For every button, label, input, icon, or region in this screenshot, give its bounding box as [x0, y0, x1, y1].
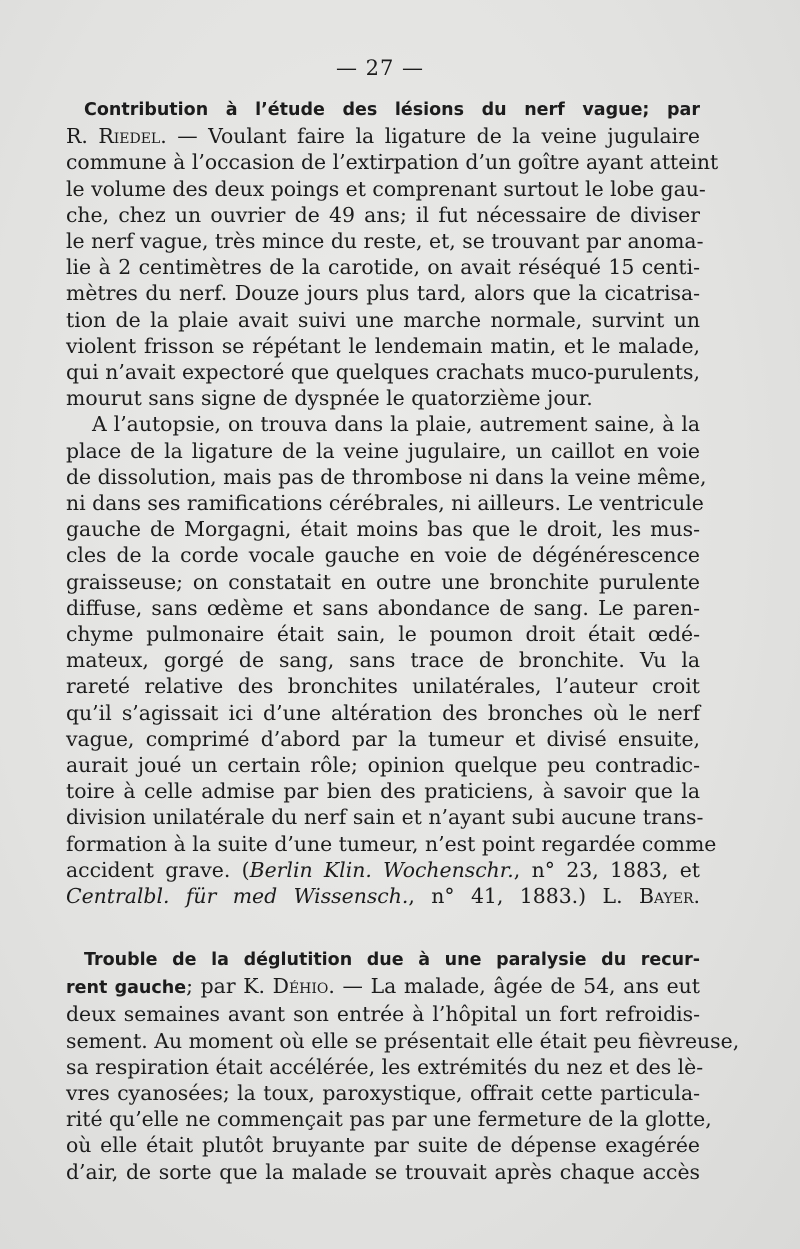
text-line: rité qu’elle ne commençait pas par une fermeture de la glotte, — [66, 1107, 712, 1132]
reference-text: accident grave. ( — [66, 857, 250, 882]
text-line: lie à 2 centimètres de la carotide, on avait réséqué 15 centi- — [66, 255, 700, 280]
text-line: vague, comprimé d’abord par la tumeur et divisé ensuite, — [66, 726, 700, 751]
text-line: commune à l’occasion de l’extirpation d’un goître ayant atteint — [66, 150, 719, 175]
journal-title: Berlin Klin. Wochenschr. — [249, 857, 514, 882]
text-line: toire à celle admise par bien des praticiens, à savoir que la — [66, 779, 700, 804]
text-line: aurait joué un certain rôle; opinion quelque peu contradic- — [66, 753, 700, 778]
text-line: mateux, gorgé de sang, sans trace de bronchite. Vu la — [66, 648, 700, 673]
paragraph-1 — [66, 149, 719, 411]
text-line: vres cyanosées; la toux, paroxystique, offrait cette particula- — [66, 1081, 700, 1106]
text-line: che, chez un ouvrier de 49 ans; il fut nécessaire de diviser — [66, 202, 700, 227]
text-line: mètres du nerf. Douze jours plus tard, alors que la cicatrisa- — [66, 281, 700, 306]
byline: ; par K. — [186, 974, 273, 999]
text-line: chyme pulmonaire était sain, le poumon droit était œdé- — [66, 622, 700, 647]
text-line: sement. Au moment où elle se présentait elle était peu fièvreuse, — [66, 1028, 740, 1053]
reference-text: , n° 23, 1883, et — [513, 857, 700, 882]
text-line: division unilatérale du nerf sain et n’ayant subi aucune trans- — [66, 805, 704, 830]
page-number: — 27 — — [335, 56, 425, 80]
article-riedel — [66, 97, 719, 909]
text-line: gauche de Morgagni, était moins bas que le droit, les mus- — [66, 517, 700, 542]
text-line: d’air, de sorte que la malade se trouvait après chaque accès — [66, 1159, 700, 1184]
signature: L. Bayer. — [602, 884, 700, 909]
article-first-line — [66, 973, 700, 1001]
article-title: Trouble de la déglutition due à une paralysie du recur- — [84, 950, 700, 970]
text-line: A l’autopsie, on trouva dans la plaie, autrement saine, à la — [92, 412, 700, 437]
author-name: R. Riedel. — [66, 124, 167, 149]
article-title-cont: rent gauche — [66, 978, 187, 999]
text-line: le volume des deux poings et comprenant surtout le lobe gau- — [66, 176, 706, 201]
text-line: le nerf vague, très mince du reste, et, se trouvant par anoma- — [66, 229, 704, 254]
text-line: diffuse, sans œdème et sans abondance de sang. Le paren- — [66, 595, 700, 620]
reference-text: , n° 41, 1883.) — [408, 884, 587, 909]
text-line: graisseuse; on constatait en outre une bronchite purulente — [66, 569, 700, 594]
text-line: cles de la corde vocale gauche en voie de dégénérescence — [66, 543, 700, 568]
text-line: formation à la suite d’une tumeur, n’est point regardée comme — [66, 831, 717, 856]
text-line: de dissolution, mais pas de thrombose ni dans la veine même, — [66, 464, 707, 489]
text-line: ni dans ses ramifications cérébrales, ni ailleurs. Le ventricule — [66, 491, 704, 516]
text-line: qui n’avait expectoré que quelques crachats muco-purulents, — [66, 360, 700, 385]
text-line: tion de la plaie avait suivi une marche normale, survint un — [66, 307, 700, 332]
first-line-text: — La malade, âgée de 54, ans eut — [334, 974, 700, 999]
text-line: rareté relative des bronchites unilatérales, l’auteur croit — [66, 674, 700, 699]
text-line: qu’il s’agissait ici d’une altération des bronches où le nerf — [66, 700, 700, 725]
paragraph-3 — [66, 1001, 740, 1184]
text-line: sa respiration était accélérée, les extrémités du nez et des lè- — [66, 1054, 704, 1079]
article-dehio — [66, 947, 740, 1185]
article-title: Contribution à l’étude des lésions du nerf vague; par — [84, 100, 700, 120]
text-line: deux semaines avant son entrée à l’hôpital un fort refroidis- — [66, 1002, 700, 1027]
article-first-line — [66, 123, 700, 149]
paragraph-2 — [66, 411, 717, 856]
text-line: place de la ligature de la veine jugulaire, un caillot en voie — [66, 438, 700, 463]
journal-title: Centralbl. für med Wissensch. — [66, 884, 409, 909]
author-name: Déhio. — [272, 974, 335, 999]
reference-line-2 — [66, 883, 700, 909]
reference-line-1 — [66, 857, 700, 883]
text-line: où elle était plutôt bruyante par suite de dépense exagérée — [66, 1133, 700, 1158]
first-line-text: — Voulant faire la ligature de la veine jugulaire — [166, 124, 700, 149]
text-line: mourut sans signe de dyspnée le quatorzième jour. — [66, 386, 593, 411]
text-line: violent frisson se répétant le lendemain matin, et le malade, — [66, 333, 700, 358]
